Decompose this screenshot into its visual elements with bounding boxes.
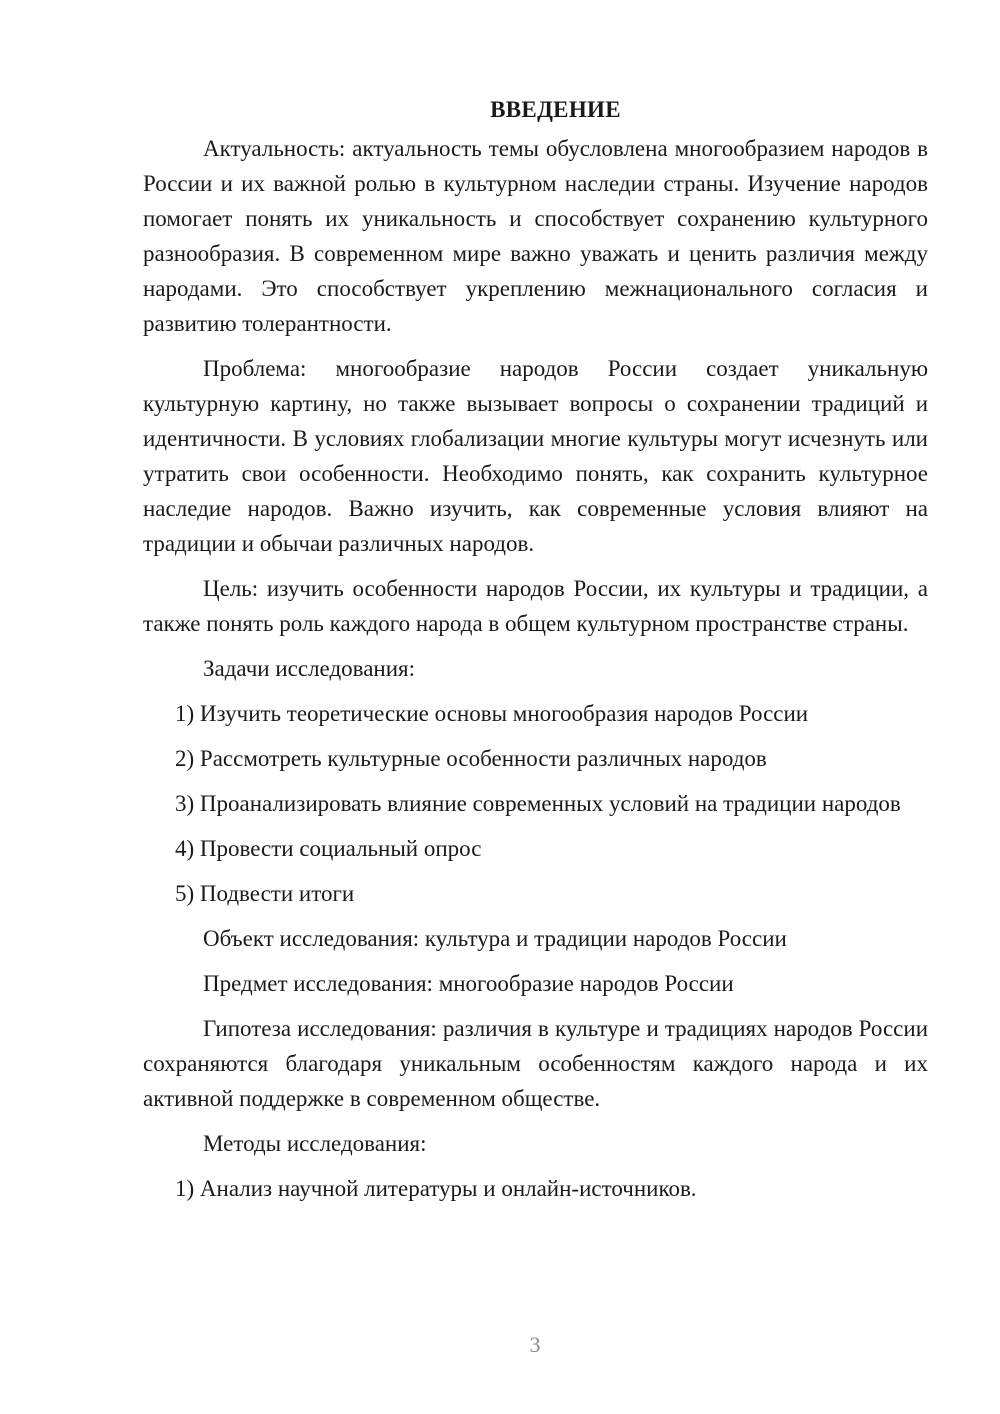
subject-line: Предмет исследования: многообразие народов России	[203, 971, 734, 996]
task-item: 5) Подвести итоги	[175, 881, 355, 906]
problem-paragraph: Проблема: многообразие народов России создает уникальную культурную картину, но также вызывает вопросы о сохранении традиций и идентичности. В условиях глобализации многие культуры могут исчезнуть или утратить свои особенности. Необходимо понять, как сохранить культурное наследие народов. Важно изучить, как современные условия влияют на традиции и обычаи различных народов.	[143, 356, 928, 556]
tasks-heading: Задачи исследования:	[203, 656, 416, 681]
task-item: 3) Проанализировать влияние современных условий на традиции народов	[175, 791, 901, 816]
methods-heading: Методы исследования:	[203, 1131, 427, 1156]
goal-paragraph: Цель: изучить особенности народов России, их культуры и традиции, а также понять роль каждого народа в общем культурном пространстве страны.	[143, 576, 928, 636]
task-item: 2) Рассмотреть культурные особенности различных народов	[175, 746, 767, 771]
task-item: 4) Провести социальный опрос	[175, 836, 482, 861]
relevance-paragraph: Актуальность: актуальность темы обусловлена многообразием народов в России и их важной ролью в культурном наследии страны. Изучение народов помогает понять их уникальность и способствует сохранению культурного разнообразия. В современном мире важно уважать и ценить различия между народами. Это способствует укреплению межнационального согласия и развитию толерантности.	[143, 136, 928, 336]
method-item: 1) Анализ научной литературы и онлайн-источников.	[175, 1176, 697, 1201]
object-line: Объект исследования: культура и традиции народов России	[203, 926, 787, 951]
page-number: 3	[529, 1332, 541, 1357]
document-page	[143, 92, 928, 1216]
hypothesis-paragraph: Гипотеза исследования: различия в культуре и традициях народов России сохраняются благодаря уникальным особенностям каждого народа и их активной поддержке в современном обществе.	[143, 1016, 928, 1111]
task-item: 1) Изучить теоретические основы многообразия народов России	[175, 701, 809, 726]
page-title: ВВЕДЕНИЕ	[490, 97, 621, 122]
